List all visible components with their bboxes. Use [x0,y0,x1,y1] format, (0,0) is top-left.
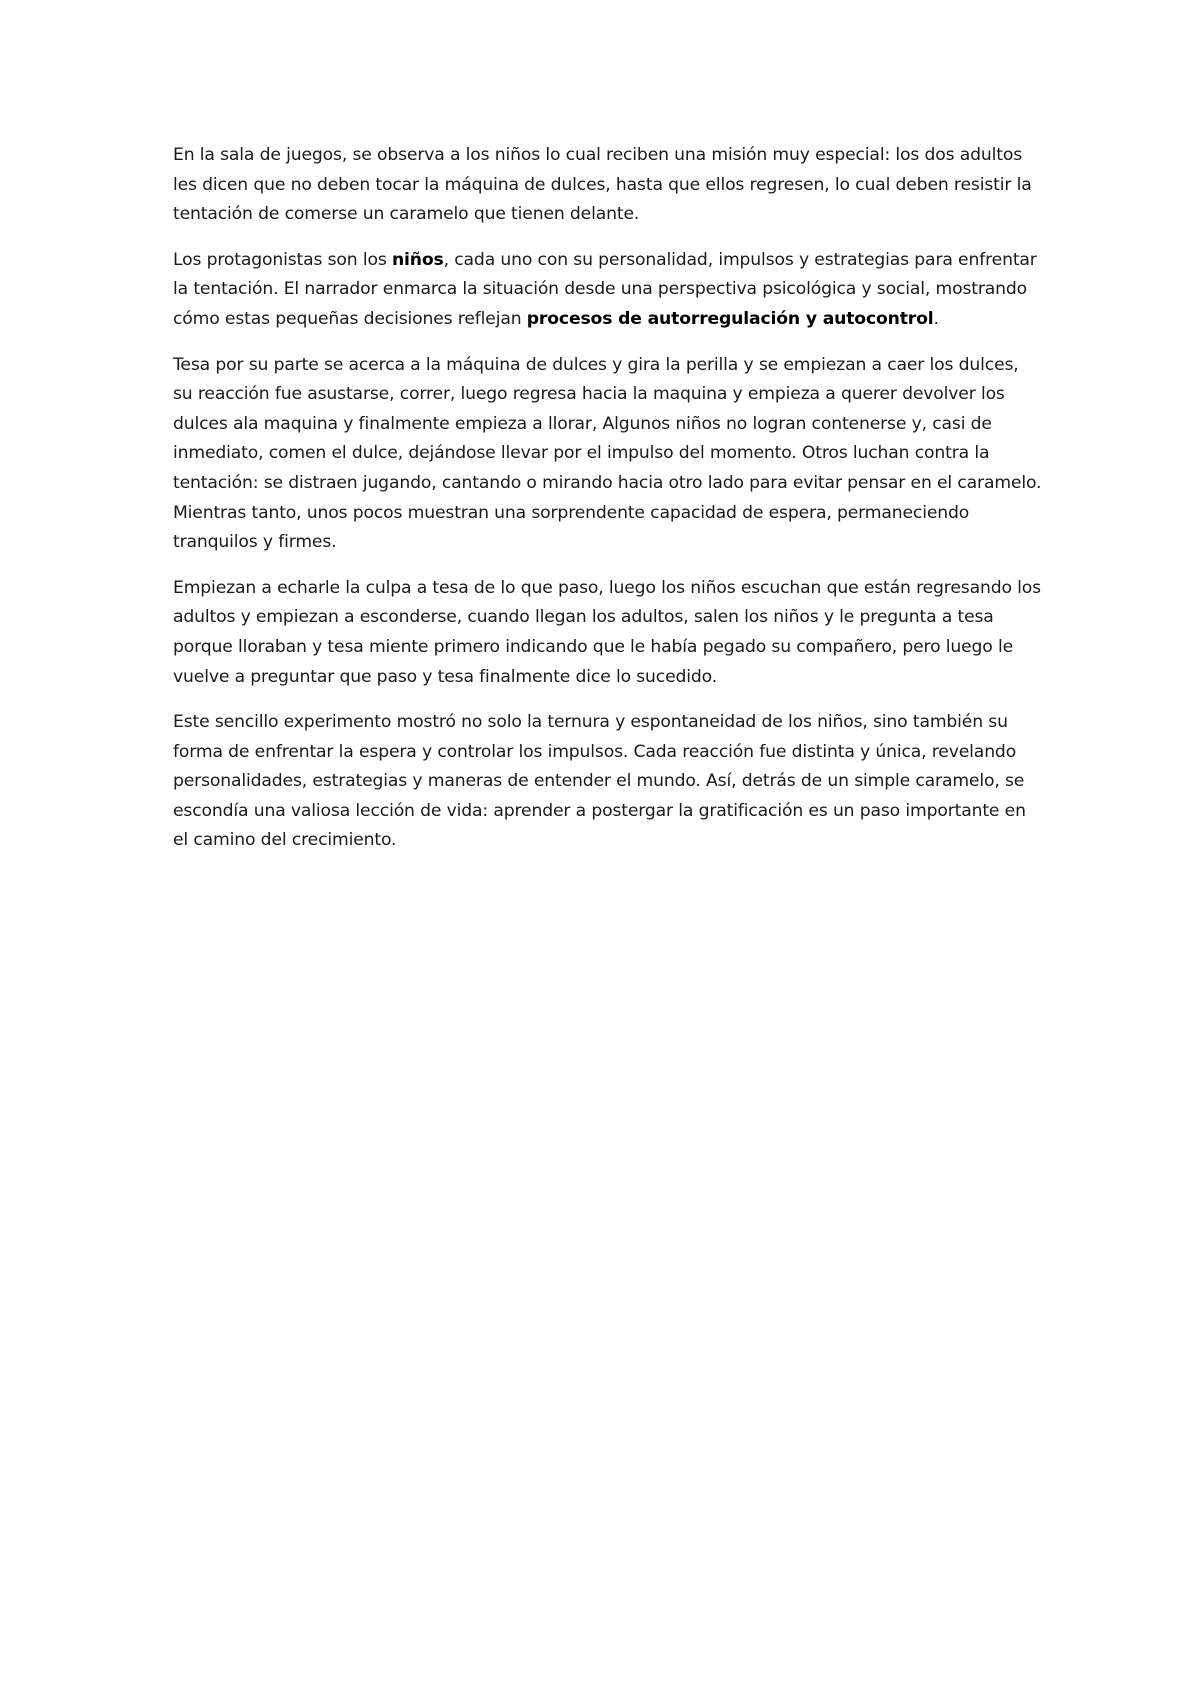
paragraph-text: Tesa por su parte se acerca a la máquina de dulces y gira la perilla y se empiezan a caer los dulces, su reacción fue asustarse, correr, luego regresa hacia la maquina y empieza a querer devolver los dulces ala maquina y finalmente empieza a llorar, Algunos niños no logran contenerse y, casi de inmediato, comen el dulce, dejándose llevar por el impulso del momento. Otros luchan contra la tentación: se distraen jugando, cantando o mirando hacia otro lado para evitar pensar en el caramelo. Mientras tanto, unos pocos muestran una sorprendente capacidad de espera, permaneciendo tranquilos y firmes. [173,354,1042,553]
paragraph-3 [173,351,1043,558]
paragraph-text: Los protagonistas son los [173,249,392,270]
paragraph-2 [173,246,1043,335]
paragraph-4 [173,574,1043,692]
paragraph-text: . [933,308,939,329]
paragraph-text: Empiezan a echarle la culpa a tesa de lo que paso, luego los niños escuchan que están regresando los adultos y empiezan a esconderse, cuando llegan los adultos, salen los niños y le pregunta a tesa porque lloraban y tesa miente primero indicando que le había pegado su compañero, pero luego le vuelve a preguntar que paso y tesa finalmente dice lo sucedido. [173,577,1041,687]
paragraph-5 [173,708,1043,856]
paragraph-text: Este sencillo experimento mostró no solo la ternura y espontaneidad de los niños, sino también su forma de enfrentar la espera y controlar los impulsos. Cada reacción fue distinta y única, revelando personalidades, estrategias y maneras de entender el mundo. Así, detrás de un simple caramelo, se escondía una valiosa lección de vida: aprender a postergar la gratificación es un paso importante en el camino del crecimiento. [173,712,1026,851]
paragraph-text: En la sala de juegos, se observa a los niños lo cual reciben una misión muy especial: los dos adultos les dicen que no deben tocar la máquina de dulces, hasta que ellos regresen, lo cual deben resistir la tentación de comerse un caramelo que tienen delante. [173,145,1032,225]
paragraph-text: , cada uno con su personalidad, impulsos y estrategias para enfrentar la tentación. El narrador enmarca la situación desde una perspectiva psicológica y social, mostrando cómo estas pequeñas decisiones reflejan [173,249,1037,329]
paragraph-1 [173,141,1043,230]
bold-term-ninos: niños [391,249,444,270]
bold-term-autorregulacion: procesos de autorregulación y autocontrol [526,308,934,329]
document-body [173,141,1043,872]
